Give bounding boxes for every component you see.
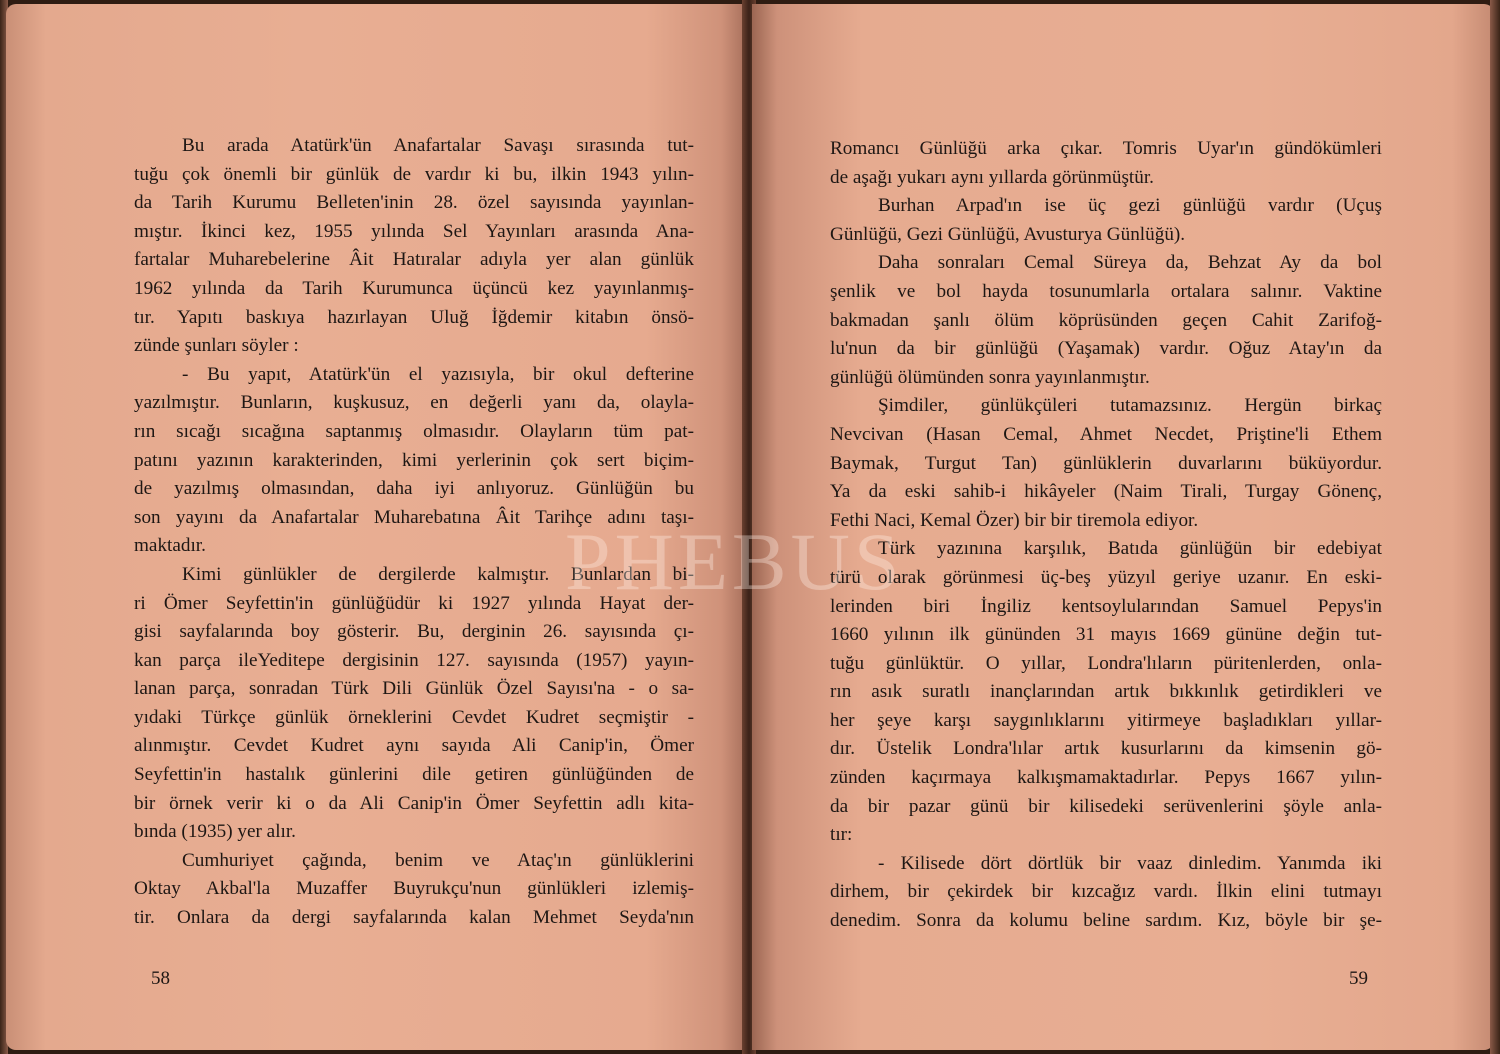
book-edge-right [1490, 0, 1500, 1054]
text-line: da Tarih Kurumu Belleten'inin 28. özel sayısında yayınlan- [134, 192, 694, 214]
text-line: 1660 yılının ilk gününden 31 mayıs 1669 gününe değin tut- [830, 624, 1382, 646]
text-line: tır: [830, 824, 853, 846]
text-line: bakmadan şanlı ölüm köprüsünden geçen Cahit Zarifoğ- [830, 309, 1382, 331]
text-line: kan parça ileYeditepe dergisinin 127. sayısında (1957) yayın- [134, 649, 694, 671]
text-line: dirhem, bir çekirdek bir kızcağız vardı. İlkin elini tutmayı [830, 881, 1382, 903]
text-line: Fethi Naci, Kemal Özer) bir bir tiremola ediyor. [830, 509, 1199, 531]
text-line: - Kilisede dört dörtlük bir vaaz dinledim. Yanımda iki [878, 852, 1382, 874]
text-line: rın sıcağı sıcağına saptanmış olmasıdır. Olayların tüm pat- [134, 420, 694, 442]
left-page-text [134, 132, 694, 933]
text-line: türü olarak görünmesi üç-beş yüzyıl geriye uzanır. En eski- [830, 566, 1382, 588]
text-line: Cumhuriyet çağında, benim ve Ataç'ın günlüklerini [182, 849, 694, 871]
text-line: Günlüğü, Gezi Günlüğü, Avusturya Günlüğü). [830, 223, 1186, 245]
text-line: 1962 yılında da Tarih Kurumunca üçüncü kez yayınlanmış- [134, 277, 694, 299]
text-line: alınmıştır. Cevdet Kudret aynı sayıda Ali Canip'in, Ömer [134, 735, 694, 757]
text-line: Bu arada Atatürk'ün Anafartalar Savaşı sırasında tut- [182, 135, 694, 156]
text-line: lerinden biri İngiliz kentsoylularından Samuel Pepys'in [830, 595, 1382, 617]
left-page [6, 4, 746, 1050]
text-line: gisi sayfalarında boy gösterir. Bu, derginin 26. sayısında çı- [134, 621, 694, 643]
text-line: dır. Üstelik Londra'lılar artık kusurlarını da kimsenin gö- [830, 738, 1382, 760]
text-line: da bir pazar günü bir kilisedeki serüvenlerini şöyle anla- [830, 795, 1382, 817]
text-line: Nevcivan (Hasan Cemal, Ahmet Necdet, Priştine'li Ethem [830, 423, 1382, 445]
text-line: Ya da eski sahib-i hikâyeler (Naim Tirali, Turgay Gönenç, [830, 481, 1382, 503]
text-line: de yazılmış olmasından, daha iyi anlıyoruz. Günlüğün bu [134, 478, 694, 500]
text-line: - Bu yapıt, Atatürk'ün el yazısıyla, bir okul defterine [182, 363, 694, 385]
text-line: Romancı Günlüğü arka çıkar. Tomris Uyar'ın gündökümleri [830, 138, 1382, 159]
text-line: tuğu günlüktür. O yıllar, Londra'lıların püritenlerden, onla- [830, 652, 1382, 674]
text-line: Daha sonraları Cemal Süreya da, Behzat Ay da bol [878, 252, 1382, 274]
text-line: bında (1935) yer alır. [134, 821, 296, 843]
text-line: zünden kaçırmaya kalkışmamaktadırlar. Pepys 1667 yılın- [830, 767, 1382, 789]
text-line: maktadır. [134, 535, 206, 557]
text-line: her şeye karşı saygınlıklarını yitirmeye başladıkları yıllar- [830, 709, 1382, 731]
text-line: tuğu çok önemli bir günlük de vardır ki bu, ilkin 1943 yılın- [134, 163, 694, 185]
text-line: de aşağı yukarı aynı yıllarda görünmüştür. [830, 166, 1154, 188]
text-line: şenlik ve bol hayda tosunumlarla ortalara salınır. Vaktine [830, 280, 1382, 302]
right-page-text [830, 135, 1382, 936]
text-line: patını yazının karakterinden, kimi yerlerinin çok sert biçim- [134, 449, 694, 471]
text-line: denedim. Sonra da kolumu beline sardım. Kız, böyle bir şe- [830, 910, 1382, 932]
text-line: Kimi günlükler de dergilerde kalmıştır. Bunlardan bi- [182, 563, 694, 585]
page-number-right: 59 [1349, 968, 1368, 989]
right-page [752, 4, 1494, 1050]
text-line: Türk yazınına karşılık, Batıda günlüğün bir edebiyat [878, 538, 1382, 560]
text-line: ri Ömer Seyfettin'in günlüğüdür ki 1927 yılında Hayat der- [134, 592, 694, 614]
text-line: mıştır. İkinci kez, 1955 yılında Sel Yayınları arasında Ana- [134, 220, 694, 242]
text-line: yazılmıştır. Bunların, kuşkusuz, en değerli yanı da, olayla- [134, 392, 694, 414]
text-line: fartalar Muharebelerine Âit Hatıralar adıyla yer alan günlük [134, 249, 694, 271]
text-line: Şimdiler, günlükçüleri tutamazsınız. Hergün birkaç [878, 395, 1382, 417]
text-line: lanan parça, sonradan Türk Dili Günlük Özel Sayısı'na - o sa- [134, 678, 694, 700]
text-line: yıdaki Türkçe günlük örneklerini Cevdet Kudret seçmiştir - [134, 706, 694, 728]
text-line: bir örnek verir ki o da Ali Canip'in Ömer Seyfettin adlı kita- [134, 792, 694, 814]
text-line: Seyfettin'in hastalık günlerini dile getiren günlüğünden de [134, 764, 694, 786]
text-line: tır. Yapıtı baskıya hazırlayan Uluğ İğdemir kitabın önsö- [134, 306, 694, 328]
text-line: lu'nun da bir günlüğü (Yaşamak) vardır. Oğuz Atay'ın da [830, 338, 1382, 360]
page-number-left: 58 [151, 968, 170, 989]
text-line: rın asık suratlı inançlarından artık bıkkınlık getirdikleri ve [830, 681, 1382, 703]
text-line: tir. Onlara da dergi sayfalarında kalan Mehmet Seyda'nın [134, 907, 694, 929]
text-line: son yayını da Anafartalar Muharebatına Âit Tarihçe adını taşı- [134, 506, 694, 528]
text-line: günlüğü ölümünden sonra yayınlanmıştır. [830, 366, 1150, 388]
text-line: Oktay Akbal'la Muzaffer Buyrukçu'nun günlükleri izlemiş- [134, 878, 694, 900]
text-line: zünde şunları söyler : [134, 335, 299, 357]
watermark: PHEBUS [565, 516, 904, 607]
text-line: Burhan Arpad'ın ise üç gezi günlüğü vardır (Uçuş [878, 195, 1382, 217]
text-line: Baymak, Turgut Tan) günlüklerin duvarlarını büküyordur. [830, 452, 1382, 474]
